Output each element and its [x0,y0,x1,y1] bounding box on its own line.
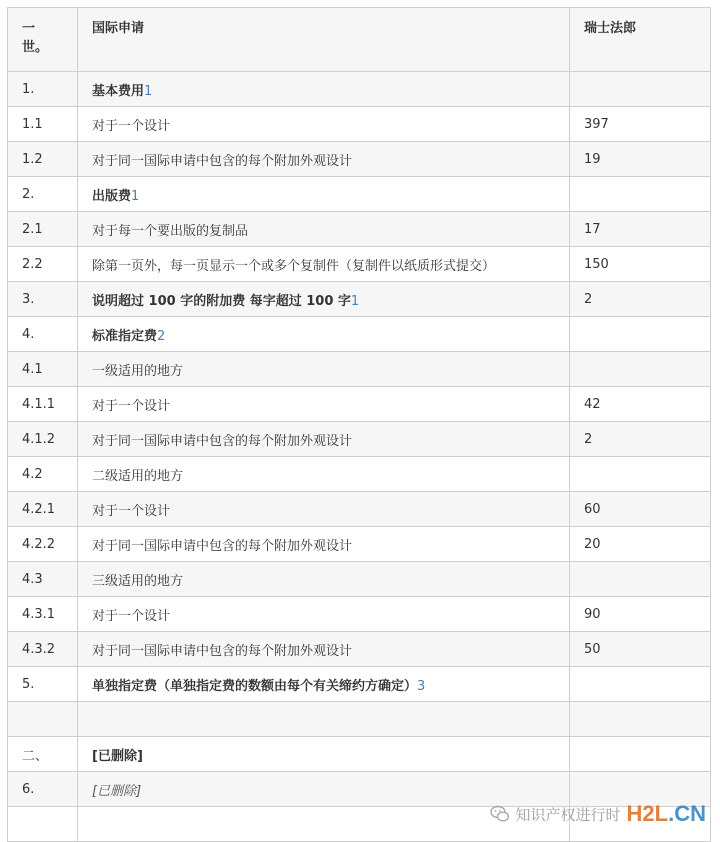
row-description-text: 对于同一国际申请中包含的每个附加外观设计 [92,153,353,169]
row-description-text: 基本费用 [92,83,145,99]
watermark [490,801,706,827]
row-description-text: 三级适用的地方 [92,573,184,589]
row-number: 4.2.1 [8,492,78,527]
row-number: 1.2 [8,142,78,177]
fee-table [7,7,711,842]
row-number: 6. [8,772,78,807]
row-amount: 17 [570,212,711,247]
row-description-text: 对于一个设计 [92,503,171,519]
table-row [8,212,711,247]
table-row [8,457,711,492]
row-description [78,562,570,597]
header-swiss-francs: 瑞士法郎 [570,8,711,72]
table-row [8,107,711,142]
row-number: 5. [8,667,78,702]
wechat-icon [490,805,510,823]
header-international-application: 国际申请 [78,8,570,72]
row-description [78,212,570,247]
row-description [78,387,570,422]
table-row [8,282,711,317]
table-header-row [8,8,711,72]
table-row [8,702,711,737]
footnote-ref: 2 [157,328,166,344]
row-description [78,702,570,737]
row-amount [570,667,711,702]
watermark-text: 知识产权进行时 [515,805,621,824]
row-description [78,527,570,562]
footnote-ref: 3 [417,678,426,694]
table-row [8,317,711,352]
row-description [78,142,570,177]
row-description-text: [已删除] [92,748,143,764]
row-description [78,72,570,107]
row-amount: 42 [570,387,711,422]
row-number: 3. [8,282,78,317]
row-amount: 19 [570,142,711,177]
row-amount: 2 [570,282,711,317]
row-number: 1.1 [8,107,78,142]
row-description-text: 除第一页外，每一页显示一个或多个复制件（复制件以纸质形式提交） [92,258,496,274]
row-description-text: 单独指定费（单独指定费的数额由每个有关缔约方确定） [92,678,418,694]
row-number [8,807,78,842]
row-description-text: 对于一个设计 [92,398,171,414]
row-amount: 20 [570,527,711,562]
row-description-text: 对于同一国际申请中包含的每个附加外观设计 [92,433,353,449]
table-row [8,527,711,562]
table-row [8,72,711,107]
row-description-text: 说明超过 100 字的附加费 每字超过 100 字 [92,293,351,309]
table-row [8,562,711,597]
row-description [78,632,570,667]
row-number: 2.1 [8,212,78,247]
row-amount: 150 [570,247,711,282]
row-number: 2.2 [8,247,78,282]
row-description [78,177,570,212]
row-amount [570,737,711,772]
row-number: 4.3.1 [8,597,78,632]
table-row [8,177,711,212]
header-section: 一 世。 [8,8,78,72]
footnote-ref: 1 [131,188,140,204]
row-number: 4. [8,317,78,352]
row-amount: 397 [570,107,711,142]
table-row [8,737,711,772]
row-number: 4.1 [8,352,78,387]
row-description [78,247,570,282]
row-amount [570,702,711,737]
row-description [78,422,570,457]
row-description [78,457,570,492]
table-row [8,422,711,457]
row-number: 1. [8,72,78,107]
row-description [78,282,570,317]
row-description [78,352,570,387]
row-amount [570,177,711,212]
table-row [8,142,711,177]
row-number: 2. [8,177,78,212]
row-description [78,317,570,352]
row-number: 4.1.1 [8,387,78,422]
table-row [8,352,711,387]
row-amount [570,72,711,107]
row-description [78,597,570,632]
row-amount [570,562,711,597]
row-description [78,667,570,702]
row-amount [570,457,711,492]
table-row [8,247,711,282]
row-description-text: 对于每一个要出版的复制品 [92,223,249,239]
row-amount: 2 [570,422,711,457]
row-number: 4.3 [8,562,78,597]
table-row [8,387,711,422]
row-number: 4.2 [8,457,78,492]
row-amount: 90 [570,597,711,632]
row-description-text: 对于同一国际申请中包含的每个附加外观设计 [92,643,353,659]
row-description-text: 一级适用的地方 [92,363,184,379]
row-number: 4.3.2 [8,632,78,667]
row-number: 二、 [8,737,78,772]
table-row [8,667,711,702]
row-description-text: 标准指定费 [92,328,158,344]
watermark-logo: H2L.CN [626,801,706,826]
row-amount [570,352,711,387]
row-description-text: [已删除] [92,783,142,799]
row-amount: 50 [570,632,711,667]
table-body [8,72,711,842]
row-description [78,737,570,772]
table-row [8,492,711,527]
row-number: 4.2.2 [8,527,78,562]
footnote-ref: 1 [350,293,360,309]
row-amount: 60 [570,492,711,527]
table-row [8,632,711,667]
row-description-text: 对于一个设计 [92,118,171,134]
row-description [78,107,570,142]
row-description-text: 二级适用的地方 [92,468,184,484]
row-description-text: 对于同一国际申请中包含的每个附加外观设计 [92,538,353,554]
table-row [8,597,711,632]
row-number: 4.1.2 [8,422,78,457]
row-number [8,702,78,737]
row-description [78,492,570,527]
row-amount [570,317,711,352]
row-description-text: 对于一个设计 [92,608,171,624]
footnote-ref: 1 [144,83,153,99]
row-description-text: 出版费 [92,188,132,204]
